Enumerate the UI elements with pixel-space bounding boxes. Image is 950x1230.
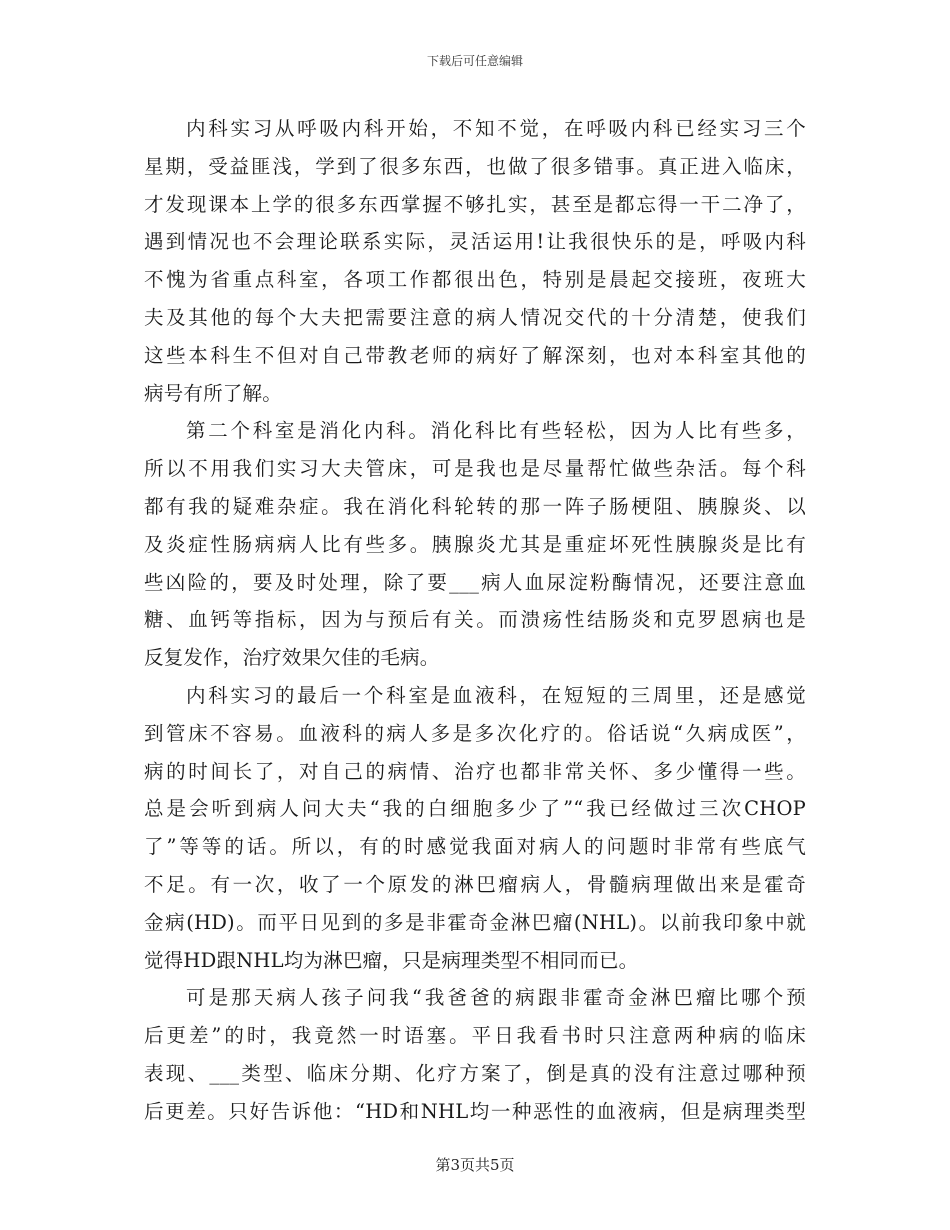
text-line: 后更差。只好告诉他：“HD和NHL均一种恶性的血液病，但是病理类型 (144, 1099, 806, 1123)
text-line: 不足。有一次，收了一个原发的淋巴瘤病人，骨髓病理做出来是霍奇 (144, 872, 806, 896)
text-line: 病的时间长了，对自己的病情、治疗也都非常关怀、多少懂得一些。 (144, 759, 806, 783)
paragraph-digestive (144, 412, 806, 677)
text-line: 病号有所了解。 (144, 381, 282, 405)
text-line: 表现、___类型、临床分期、化疗方案了，倒是真的没有注意过哪种预 (144, 1061, 806, 1085)
text-line: 星期，受益匪浅，学到了很多东西，也做了很多错事。真正进入临床， (144, 154, 806, 178)
text-line: 反复发作，治疗效果欠佳的毛病。 (144, 646, 440, 670)
text-line: 及炎症性肠病病人比有些多。胰腺炎尤其是重症坏死性胰腺炎是比有 (144, 532, 806, 556)
paragraph-hematology (144, 677, 806, 979)
text-line: 所以不用我们实习大夫管床，可是我也是尽量帮忙做些杂活。每个科 (144, 457, 806, 481)
text-line: 金病(HD)。而平日见到的多是非霍奇金淋巴瘤(NHL)。以前我印象中就 (144, 910, 806, 934)
page-header: 下载后可任意编辑 (426, 54, 523, 68)
text-line: 才发现课本上学的很多东西掌握不够扎实，甚至是都忘得一干二净了， (144, 192, 806, 216)
paragraph-patient-question (144, 979, 806, 1130)
text-line: 遇到情况也不会理论联系实际，灵活运用!让我很快乐的是，呼吸内科 (144, 230, 806, 254)
text-line: 不愧为省重点科室，各项工作都很出色，特别是晨起交接班，夜班大 (144, 268, 806, 292)
text-line: 都有我的疑难杂症。我在消化科轮转的那一阵子肠梗阻、胰腺炎、以 (144, 494, 806, 518)
paragraph-respiratory (144, 110, 806, 412)
page-number: 第3页共5页 (435, 1156, 515, 1174)
text-line: 了”等等的话。所以，有的时感觉我面对病人的问题时非常有些底气 (144, 835, 806, 859)
text-line: 到管床不容易。血液科的病人多是多次化疗的。俗话说“久病成医”， (144, 721, 806, 745)
text-line: 第二个科室是消化内科。消化科比有些轻松，因为人比有些多， (186, 419, 806, 443)
text-line: 糖、血钙等指标，因为与预后有关。而溃疡性结肠炎和克罗恩病也是 (144, 608, 806, 632)
text-line: 总是会听到病人问大夫“我的白细胞多少了”“我已经做过三次CHOP (144, 797, 806, 821)
document-body (144, 110, 806, 1131)
text-line: 后更差”的时，我竟然一时语塞。平日我看书时只注意两种病的临床 (144, 1024, 806, 1048)
text-line: 觉得HD跟NHL均为淋巴瘤，只是病理类型不相同而已。 (144, 948, 639, 972)
text-line: 可是那天病人孩子问我“我爸爸的病跟非霍奇金淋巴瘤比哪个预 (186, 986, 806, 1010)
text-line: 夫及其他的每个大夫把需要注意的病人情况交代的十分清楚，使我们 (144, 305, 806, 329)
text-line: 内科实习从呼吸内科开始，不知不觉，在呼吸内科已经实习三个 (186, 117, 806, 140)
text-line: 这些本科生不但对自己带教老师的病好了解深刻，也对本科室其他的 (144, 343, 806, 367)
text-line: 内科实习的最后一个科室是血液科，在短短的三周里，还是感觉 (186, 683, 806, 707)
text-line: 些凶险的，要及时处理，除了要___病人血尿淀粉酶情况，还要注意血 (144, 570, 806, 594)
